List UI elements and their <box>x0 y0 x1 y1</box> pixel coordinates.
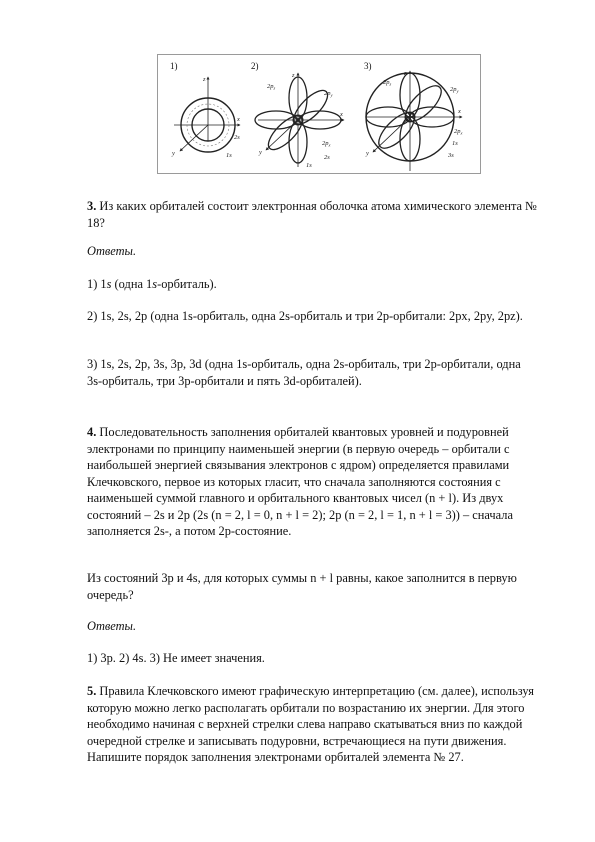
question-4-answers: 1) 3p. 2) 4s. 3) Не имеет значения. <box>87 651 265 665</box>
question-3-number: 3. <box>87 199 97 213</box>
question-5-number: 5. <box>87 684 97 698</box>
panel-3-1s-label: 1s <box>452 140 458 147</box>
panel-1 <box>170 61 240 159</box>
panel-2-px-label: $2p_x$ <box>322 140 331 148</box>
panel-1-y-label: y <box>172 150 175 157</box>
panel-2-1s-label: 1s <box>306 162 312 169</box>
panel-3-z-label: z <box>404 70 407 77</box>
question-4-intro <box>87 424 537 540</box>
panel-2-z-label: z <box>292 72 295 79</box>
panel-3-number: 3) <box>364 61 372 71</box>
question-3-answers-heading: Ответы. <box>87 244 137 258</box>
question-3-answer-3-line-1: 3) 1s, 2s, 2p, 3s, 3p, 3d (одна 1s-орбиталь, одна 2s-орбиталь, три 2p-орбитали, одна <box>87 357 521 371</box>
question-3-answer-3 <box>87 356 537 389</box>
panel-3-py-label: $2p_y$ <box>450 86 459 94</box>
panel-3-y-label: y <box>366 150 369 157</box>
question-4-question: Из состояний 3p и 4s, для которых суммы n + l равны, какое заполнится в первую очередь? <box>87 571 517 602</box>
question-5-text: Правила Клечковского имеют графическую интерпретацию (см. далее), используя которую можно легко располагать орбитали по возрастанию их энергии. Для этого необходимо начиная с верхней стрелки слева направо скатываться вниз по каждой очередной стрелке и записывать подуровни, встречающиеся на пути движения. Напишите порядок заполнения электронами орбиталей элемента № 27. <box>87 684 534 764</box>
panel-3-pz-label: $2p_z$ <box>383 79 392 87</box>
question-3-answer-1: 1) 1s (одна 1s-орбиталь). <box>87 277 217 291</box>
panel-2-py-label: $2p_y$ <box>324 90 333 98</box>
question-4-number: 4. <box>87 425 97 439</box>
panel-1-number: 1) <box>170 61 178 71</box>
panel-3 <box>364 61 463 171</box>
panel-1-1s-label: 1s <box>226 152 232 159</box>
question-3-text: Из каких орбиталей состоит электронная оболочка атома химического элемента № 18? <box>87 199 537 230</box>
question-3-prompt <box>87 198 537 231</box>
orbital-diagram-svg <box>158 55 480 173</box>
panel-1-x-label: x <box>237 116 240 123</box>
orbital-diagram-figure <box>157 54 481 174</box>
question-3-answer-2: 2) 1s, 2s, 2p (одна 1s-орбиталь, одна 2s-орбиталь и три 2p-орбитали: 2px, 2py, 2pz). <box>87 309 523 323</box>
panel-2-number: 2) <box>251 61 259 71</box>
panel-1-z-label: z <box>203 76 206 83</box>
panel-2-y-label: y <box>259 149 262 156</box>
panel-2-pz-label: $2p_z$ <box>267 83 276 91</box>
question-5-text-block <box>87 683 537 766</box>
question-4-intro-text: Последовательность заполнения орбиталей квантовых уровней и подуровней электронами по принципу наименьшей энергии (в первую очередь – орбитали с наибольшей энергией связывания электронов с ядром) определяется правилами Клечковского, первое из которых гласит, что сначала заполняются состояния с наименьшей суммой главного и орбитального квантовых чисел (n + l). Из двух состояний – 2s и 2p (2s (n = 2, l = 0, n + l = 2); 2p (n = 2, l = 1, n + l = 3)) – сначала заполняется 2s-, а потом 2p-состояние. <box>87 425 513 538</box>
panel-2 <box>251 61 344 169</box>
panel-2-2s-label: 2s <box>324 154 330 161</box>
panel-1-2s-label: 2s <box>234 134 240 141</box>
panel-2-x-label: x <box>340 111 343 118</box>
panel-3-x-label: x <box>458 108 461 115</box>
panel-3-px-label: $2p_x$ <box>454 128 463 136</box>
question-4-answers-heading: Ответы. <box>87 619 137 633</box>
question-3-answer-3-line-2: 3s-орбиталь, три 3p-орбитали и пять 3d-орбиталей). <box>87 373 362 388</box>
panel-3-3s-label: 3s <box>448 152 454 159</box>
